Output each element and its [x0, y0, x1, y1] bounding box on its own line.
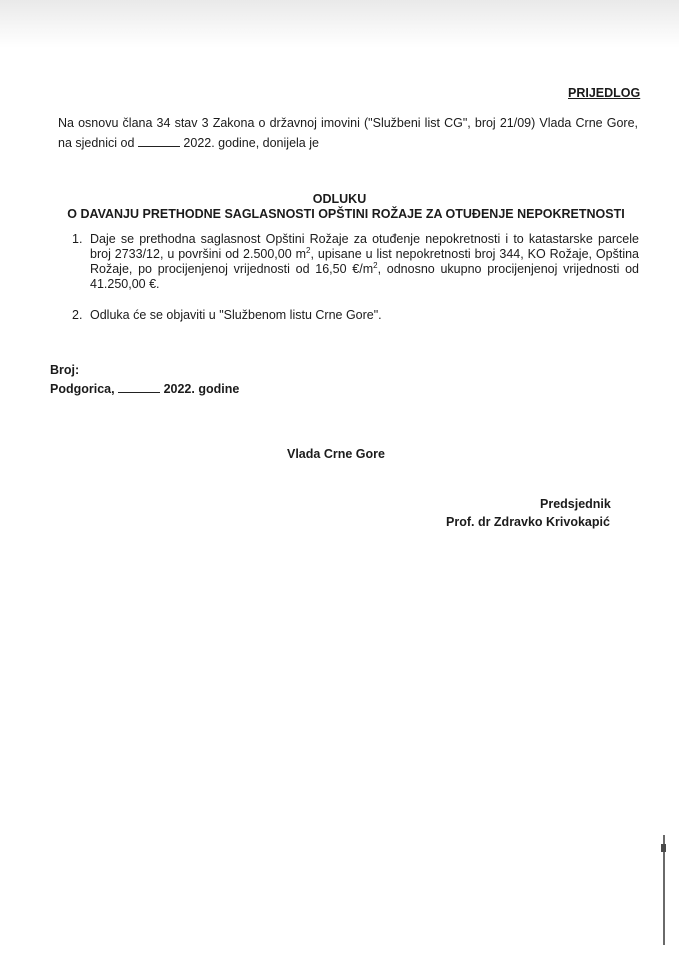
prijedlog-label: PRIJEDLOG [568, 86, 641, 100]
item-text: , odnosno ukupno procijenjenoj vrijednosti od 41.250,00 €. [90, 262, 640, 291]
list-item [72, 308, 639, 323]
scan-shadow [0, 0, 679, 48]
broj-label: Broj: [50, 363, 80, 377]
date-blank [138, 134, 180, 147]
decision-list [72, 232, 639, 323]
date-blank [118, 380, 160, 393]
government-label: Vlada Crne Gore [287, 447, 385, 461]
item-number: 1. [72, 232, 83, 246]
superscript: 2 [306, 245, 311, 255]
place-date [50, 380, 239, 399]
document-subtitle: O DAVANJU PRETHODNE SAGLASNOSTI OPŠTINI ROŽAJE ZA OTUĐENJE NEPOKRETNOSTI [67, 207, 625, 221]
signatory-title: Predsjednik [540, 497, 611, 511]
item-text: Odluka će se objaviti u "Službenom listu Crne Gore". [90, 308, 382, 322]
item-text: , upisane u list nepokretnosti broj 344, KO Rožaje, Opština Rožaje, po procijenjenoj vrijednosti od 16,50 €/m [90, 247, 639, 276]
item-text: Daje se prethodna saglasnost Opštini Rožaje za otuđenje nepokretnosti i to katastarske parcele broj 2733/12, u površini od 2.500,00 m [90, 232, 639, 261]
superscript: 2 [373, 260, 378, 270]
document-title: ODLUKU [312, 192, 367, 206]
place-label: Podgorica, [50, 382, 115, 396]
preamble-text-end: 2022. godine, donijela je [183, 136, 319, 150]
preamble-text: Na osnovu člana 34 stav 3 Zakona o državnoj imovini ("Službeni list CG", broj 21/09) Vlada Crne Gore, na sjednici od [58, 116, 638, 150]
signatory-name: Prof. dr Zdravko Krivokapić [446, 515, 610, 529]
scan-edge-dot [661, 844, 666, 852]
year-label: 2022. godine [163, 382, 240, 396]
reference-block [50, 361, 239, 399]
list-item [72, 232, 639, 292]
item-number: 2. [72, 308, 83, 322]
preamble [58, 113, 638, 153]
